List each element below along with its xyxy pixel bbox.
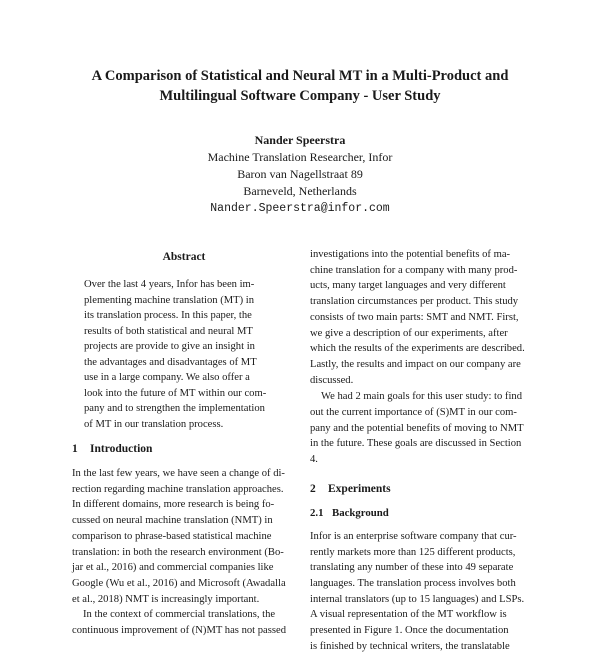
goals-line: in the future. These goals are discussed in Section: [310, 438, 522, 450]
left-column: [72, 250, 296, 639]
section-title: Experiments: [328, 482, 391, 495]
abstract-heading: Abstract: [162, 251, 206, 263]
intro-line: Google (Wu et al., 2016) and Microsoft (Awadalla: [72, 577, 286, 589]
background-line: translating any number of these into 49 separate: [310, 562, 514, 574]
intro-cont-line: investigations into the potential benefits of ma-: [310, 249, 511, 260]
intro-cont-line: discussed.: [310, 374, 354, 386]
intro-line: et al., 2018) NMT is increasingly important.: [72, 593, 260, 605]
goals-line: We had 2 main goals for this user study: to find: [321, 391, 522, 403]
introduction-body: [72, 466, 296, 639]
abstract-line: pany and to strengthen the implementation: [84, 403, 265, 414]
background-line: Infor is an enterprise software company that cur-: [310, 530, 517, 542]
intro-cont-line: chine translation for a company with many prod-: [310, 264, 518, 276]
background-line: internal translators (up to 15 languages) and LSPs.: [310, 593, 525, 605]
subsection-heading-background: [310, 506, 532, 521]
background-line: is finished by technical writers, the translatable: [310, 640, 510, 652]
section-heading-introduction: [72, 442, 296, 457]
intro-cont-line: which the results of the experiments are described.: [310, 343, 525, 355]
paper-title: [60, 66, 540, 106]
section-number: 2: [310, 482, 316, 495]
background-line: languages. The translation process involves both: [310, 577, 516, 589]
author-name: Nander Speerstra: [254, 133, 346, 147]
author-role: Machine Translation Researcher, Infor: [207, 150, 393, 164]
author-city: Barneveld, Netherlands: [243, 184, 357, 198]
right-column: [310, 247, 532, 654]
intro-cont-line: Lastly, the results and impact on our company are: [310, 358, 521, 370]
author-email: Nander.Speerstra@infor.com: [210, 202, 390, 215]
intro-line: In the last few years, we have seen a change of di-: [72, 468, 285, 479]
abstract-line: its translation process. In this paper, the: [84, 310, 252, 321]
background-line: A visual representation of the MT workflow is: [310, 609, 507, 621]
abstract-line: projects are provide to give an insight in: [84, 341, 255, 352]
author-address: Baron van Nagellstraat 89: [237, 167, 363, 181]
goals-line: pany and the potential benefits of moving to NMT: [310, 422, 524, 434]
subsection-title: Background: [332, 506, 389, 519]
intro-line: In different domains, more research is being fo-: [72, 499, 275, 511]
background-line: presented in Figure 1. Once the documentation: [310, 625, 509, 637]
intro-line: In the context of commercial translations, the: [83, 609, 276, 621]
intro-cont-line: we give a description of our experiments, after: [310, 327, 508, 339]
section-heading-experiments: [310, 482, 532, 497]
author-block: [100, 132, 500, 217]
intro-line: translation: in both the research environment (Bo-: [72, 546, 284, 558]
abstract-line: of MT in our translation process.: [84, 418, 224, 430]
paper-title-line-1: A Comparison of Statistical and Neural MT in a Multi-Product and: [91, 68, 509, 84]
intro-line: rection regarding machine translation approaches.: [72, 483, 284, 495]
intro-line: cussed on neural machine translation (NMT) in: [72, 515, 273, 527]
intro-line: continuous improvement of (N)MT has not passed: [72, 625, 287, 637]
paper-title-line-2: Multilingual Software Company - User Study: [159, 88, 441, 104]
goals-line: out the current importance of (S)MT in our com-: [310, 407, 517, 419]
subsection-number: 2.1: [310, 506, 324, 519]
goals-line: 4.: [310, 454, 318, 466]
intro-continuation: [310, 247, 532, 388]
intro-cont-line: consists of two main parts: SMT and NMT. First,: [310, 311, 519, 323]
section-number: 1: [72, 443, 78, 455]
intro-cont-line: translation circumstances per product. This study: [310, 296, 519, 308]
abstract-line: use in a large company. We also offer a: [84, 372, 250, 383]
intro-line: jar et al., 2016) and commercial companies like: [72, 562, 274, 574]
intro-line: comparison to phrase-based statistical machine: [72, 530, 272, 542]
abstract-line: look into the future of MT within our com-: [84, 387, 267, 399]
section-title: Introduction: [90, 443, 153, 455]
abstract-line: plementing machine translation (MT) in: [84, 294, 255, 306]
abstract-body: [72, 277, 296, 432]
intro-cont-line: ucts, many target languages and very different: [310, 280, 506, 292]
abstract-line: the advantages and disadvantages of MT: [84, 356, 257, 368]
background-line: rently markets more than 125 different products,: [310, 546, 516, 558]
abstract-line: Over the last 4 years, Infor has been im-: [84, 279, 255, 290]
background-body: [310, 529, 532, 654]
abstract-line: results of both statistical and neural MT: [84, 325, 253, 337]
goals-paragraph: [310, 389, 532, 468]
